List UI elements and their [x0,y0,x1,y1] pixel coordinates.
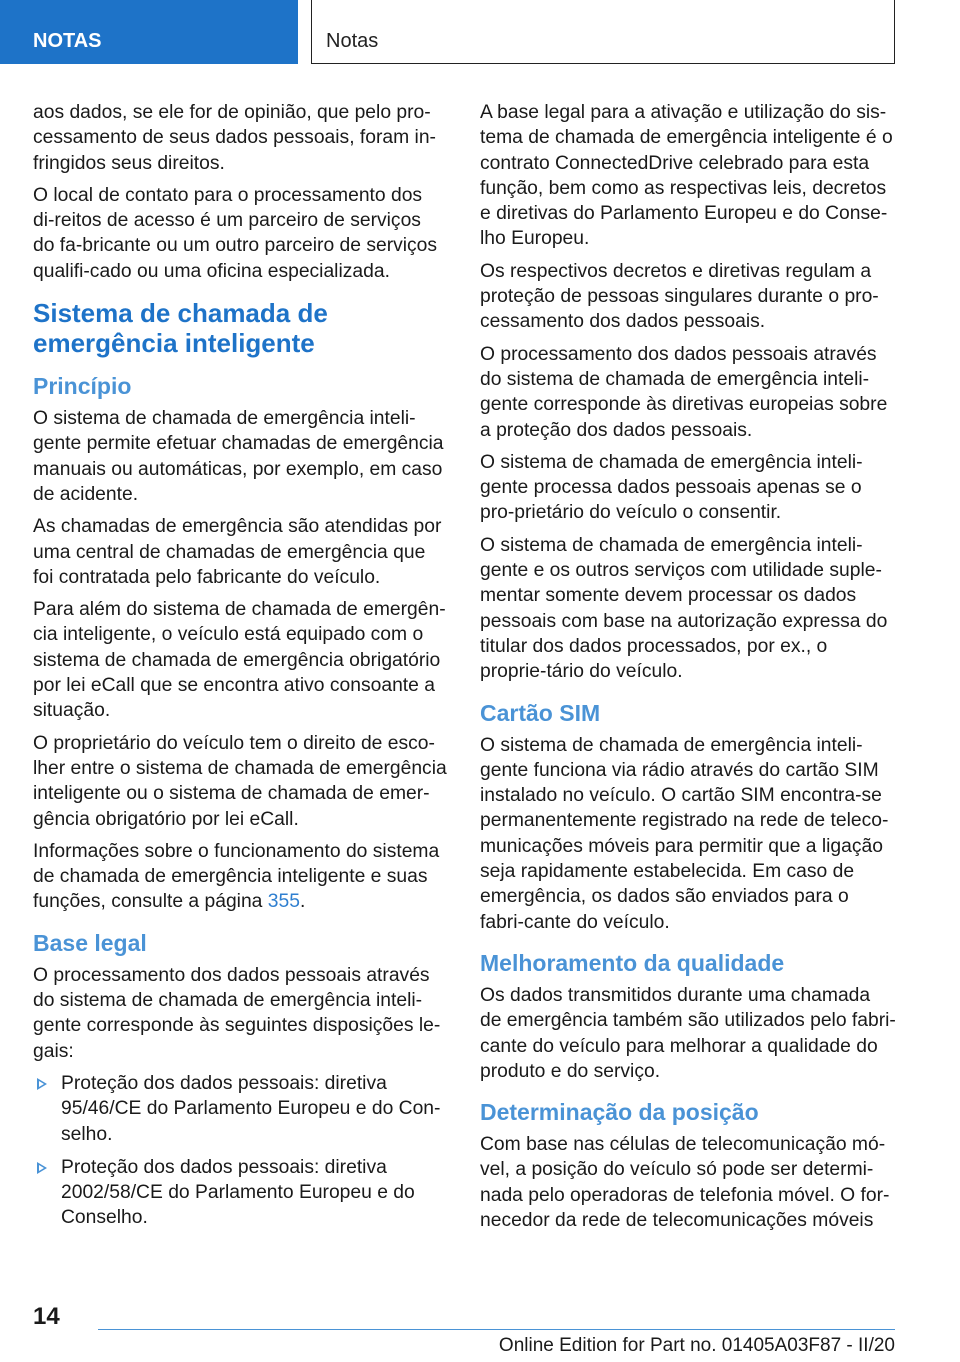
triangle-bullet-icon [37,1078,47,1090]
page-number: 14 [33,1303,60,1330]
paragraph: O local de contato para o processamento dos di-reitos de acesso é um parceiro de serviços do fa-bricante ou um outro parceiro de serviços qualifi-cado ou uma oficina especializada. [33,184,438,282]
paragraph: O sistema de chamada de emergência inteli-gente permite efetuar chamadas de emergência manuais ou automáticas, por exemplo, em caso de acidente. [33,408,444,505]
paragraph-end: . [299,891,306,913]
subheading-base-legal: Base legal [33,929,147,956]
paragraph: As chamadas de emergência são atendidas por uma central de chamadas de emergência que foi contratada pelo fabricante do veículo. [33,516,442,588]
list-item [33,1155,447,1231]
list-item-text: Proteção dos dados pessoais: diretiva 2002/58/CE do Parlamento Europeu e do Conselho. [61,1156,415,1229]
subheading-cartao-sim: Cartão SIM [480,699,601,726]
list-item-text: Proteção dos dados pessoais: diretiva 95/46/CE do Parlamento Europeu e do Con-selho. [61,1072,441,1145]
paragraph: Os respectivos decretos e diretivas regulam a proteção de pessoas singulares durante o pro-cessamento dos dados pessoais. [480,260,879,333]
subheading-determinacao: Determinação da posição [480,1099,759,1126]
paragraph-with-page-link [33,839,447,915]
paragraph: Com base nas células de telecomunicação mó-vel, a posição do veículo só pode ser determi-nada pelo operadoras de telefonia móvel. O for-necedor da rede de telecomunicações móveis [480,1134,890,1231]
paragraph: A base legal para a ativação e utilização do sis-tema de chamada de emergência inteligente é o contrato ConnectedDrive celebrado para esta função, bem como as respectivas leis, decretos e diretivas do Parlamento Europeu e do Conse-lho Europeu. [480,102,893,250]
list-item [33,1071,447,1147]
section-tab-notas: NOTAS [0,0,298,64]
paragraph: Os dados transmitidos durante uma chamada de emergência também são utilizados pelo fabri-cante do veículo para melhorar a qualidade do produto e do serviço. [480,984,896,1082]
paragraph: O sistema de chamada de emergência inteli-gente processa dados pessoais apenas se o pro-prietário do veículo o consentir. [480,451,863,524]
right-column [480,100,896,1240]
footer-divider [98,1329,895,1330]
subheading-melhoramento: Melhoramento da qualidade [480,949,785,976]
paragraph-text: Informações sobre o funcionamento do sistema de chamada de emergência inteligente e suas funções, consulte a página [33,840,440,913]
paragraph: aos dados, se ele for de opinião, que pelo pro-cessamento de seus dados pessoais, foram in-fringidos seus direitos. [33,102,436,174]
page-header-title: Notas [311,0,895,64]
triangle-bullet-icon [37,1162,47,1174]
paragraph: O proprietário do veículo tem o direito de esco-lher entre o sistema de chamada de emergência inteligente ou o sistema de chamada de emer-gência obrigatório por lei eCall. [33,732,447,830]
paragraph: O sistema de chamada de emergência inteli-gente funciona via rádio através do cartão SIM instalado no veículo. O cartão SIM encontra-se permanentemente registrado na rede de teleco-municações móveis para permitir que a ligação seja rapidamente estabelecida. Em caso de emergência, os dados são enviados para o fabri-cante do veículo. [480,734,889,933]
bullet-list [33,1071,447,1231]
left-column [33,100,447,1239]
paragraph: O processamento dos dados pessoais através do sistema de chamada de emergência inteli-gente corresponde às seguintes disposições le-gais: [33,964,441,1062]
footer-edition-text: Online Edition for Part no. 01405A03F87 - II/20 [498,1335,895,1356]
paragraph: Para além do sistema de chamada de emergên-cia inteligente, o veículo está equipado com o sistema de chamada de emergência obrigatório por lei eCall que se encontra ativo consoante a situação. [33,599,446,722]
paragraph: O processamento dos dados pessoais através do sistema de chamada de emergência inteli-gente corresponde às diretivas europeias sobre a proteção dos dados pessoais. [480,343,888,441]
section-heading-emergency-call: Sistema de chamada de emergência inteligente [33,298,328,359]
paragraph: O sistema de chamada de emergência inteli-gente e os outros serviços com utilidade suple-mentar somente devem processar os dados pessoais com base na autorização expressa do titular dos dados processados, por ex., o proprie-tário do veículo. [480,534,888,683]
page-link-355[interactable]: 355 [267,891,300,913]
subheading-principio: Princípio [33,373,132,400]
